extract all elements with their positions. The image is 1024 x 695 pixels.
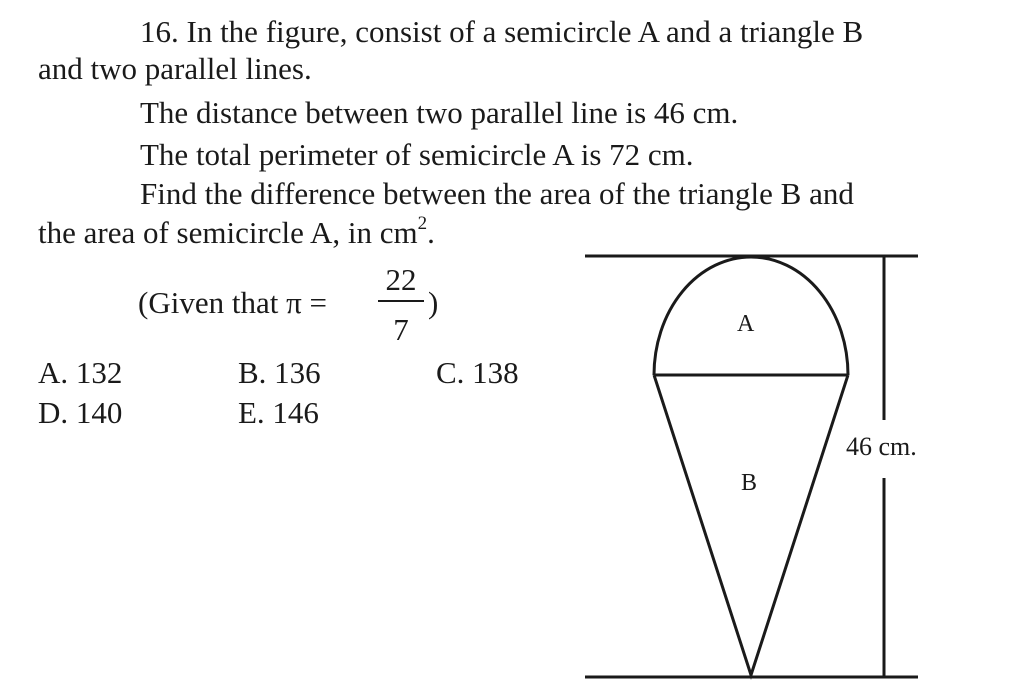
distance-statement: The distance between two parallel line is 46 cm. (140, 95, 739, 130)
dimension-label: 46 cm. (846, 432, 917, 461)
question-intro: In the figure, consist of a semicircle A and a triangle B (186, 14, 864, 49)
given-prefix: (Given that π = (138, 285, 327, 320)
find-text: the area of semicircle A, in cm (38, 215, 418, 250)
question-number: 16. (140, 14, 179, 49)
question-line-2: and two parallel lines. (38, 51, 312, 86)
given-suffix: ) (428, 285, 439, 320)
option-e[interactable]: E. 146 (238, 395, 319, 430)
find-period: . (427, 215, 435, 250)
label-b: B (741, 470, 758, 496)
triangle-b (654, 375, 848, 675)
label-a: A (737, 311, 755, 337)
pi-denominator: 7 (393, 312, 409, 347)
option-d[interactable]: D. 140 (38, 395, 123, 430)
option-c[interactable]: C. 138 (436, 355, 519, 390)
superscript-2: 2 (417, 212, 428, 234)
pi-numerator: 22 (385, 262, 417, 297)
perimeter-statement: The total perimeter of semicircle A is 72 cm. (140, 137, 694, 172)
option-b[interactable]: B. 136 (238, 355, 321, 390)
option-a[interactable]: A. 132 (38, 355, 123, 390)
find-statement-1: Find the difference between the area of the triangle B and (140, 176, 854, 211)
